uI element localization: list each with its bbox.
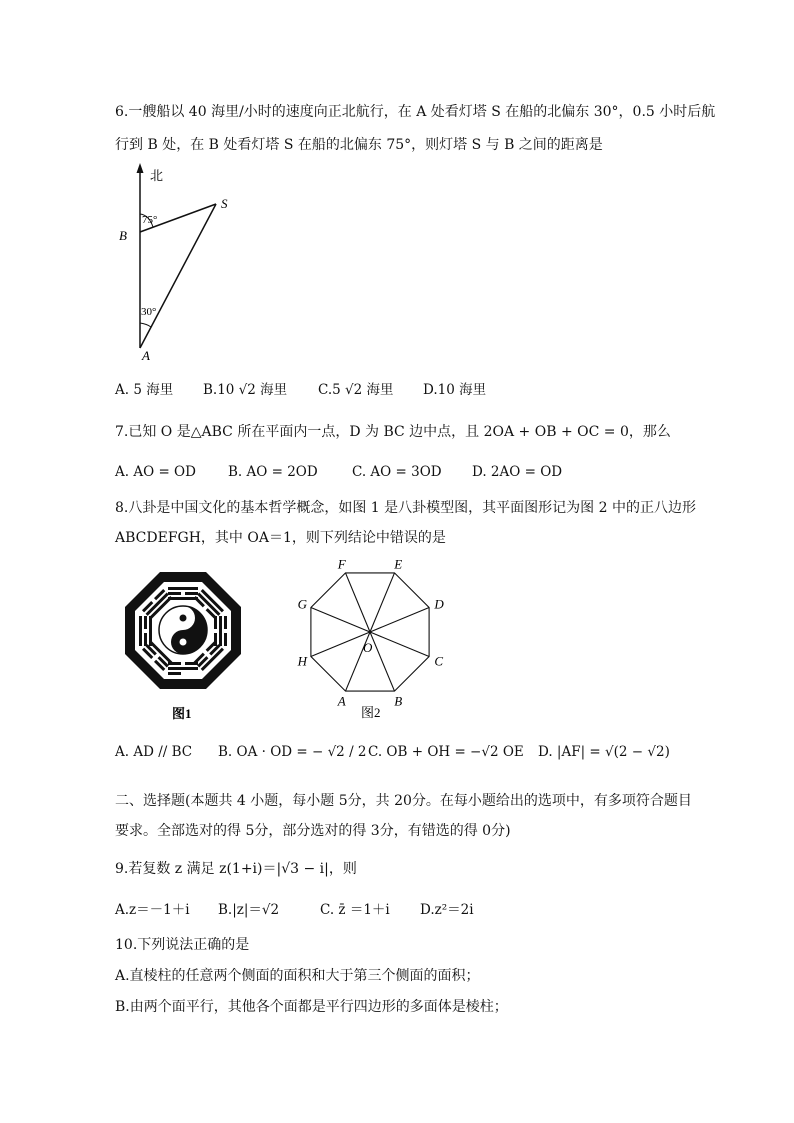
q9-option-a: A.z＝－1＋i xyxy=(115,902,190,918)
q10-option-a: A.直棱柱的任意两个侧面的面积和大于第三个侧面的面积； xyxy=(115,968,480,984)
octagon-vertex-d: D xyxy=(434,596,444,612)
q8-stem-line2: ABCDEFGH，其中 OA＝1，则下列结论中错误的是 xyxy=(115,530,446,546)
octagon-vertex-f: F xyxy=(337,556,346,572)
q7-option-b: B. AO = 2OD xyxy=(228,464,318,480)
q6-angle-30: 30° xyxy=(141,306,157,318)
q6-option-c: C.5 √2 海里 xyxy=(318,382,394,398)
section2-heading-line1: 二、选择题(本题共 4 小题，每小题 5分，共 20分。在每小题给出的选项中，有多项符合题目 xyxy=(115,793,692,809)
q7-option-d: D. 2AO = OD xyxy=(472,464,563,480)
q6-label-s: S xyxy=(221,196,228,211)
q7-option-c: C. AO = 3OD xyxy=(352,464,442,480)
q6-option-a: A. 5 海里 xyxy=(115,382,174,398)
q6-option-b: B.10 √2 海里 xyxy=(203,382,288,398)
fig1-caption: 图1 xyxy=(172,706,192,721)
q6-figure xyxy=(110,160,250,365)
q8-option-c: C. OB + OH = −√2 OE xyxy=(368,744,524,760)
q6-label-a: A xyxy=(142,348,150,363)
octagon-center-label: O xyxy=(363,640,373,655)
octagon-vertex-e: E xyxy=(394,556,403,572)
q10-stem: 10.下列说法正确的是 xyxy=(115,937,250,953)
q6-stem-line1: 6.一艘船以 40 海里/小时的速度向正北航行，在 A 处看灯塔 S 在船的北偏东 30°，0.5 小时后航 xyxy=(115,104,716,120)
q6-north-label: 北 xyxy=(150,168,164,183)
q8-option-b: B. OA · OD = − √2 / 2 xyxy=(218,744,367,760)
section2-heading-line2: 要求。全部选对的得 5分，部分选对的得 3分，有错选的得 0分) xyxy=(115,823,511,839)
q7-stem: 7.已知 O 是△ABC 所在平面内一点，D 为 BC 边中点，且 2OA + OB + OC = 0，那么 xyxy=(115,424,671,440)
q6-option-d: D.10 海里 xyxy=(423,382,487,398)
q8-stem-line1: 8.八卦是中国文化的基本哲学概念，如图 1 是八卦模型图，其平面图形记为图 2 中的正八边形 xyxy=(115,500,696,516)
q6-label-b: B xyxy=(119,228,127,243)
q9-option-d: D.z²＝2i xyxy=(420,902,474,918)
octagon-vertex-h: H xyxy=(297,653,307,669)
octagon-vertex-a: A xyxy=(337,693,346,709)
bagua-figure xyxy=(120,568,246,723)
fig2-caption: 图2 xyxy=(361,705,381,720)
q9-option-b: B.|z|＝√2 xyxy=(218,902,280,918)
octagon-figure xyxy=(285,556,455,726)
q6-angle-75: 75° xyxy=(142,214,158,226)
q7-option-a: A. AO = OD xyxy=(115,464,196,480)
octagon-vertex-b: B xyxy=(394,693,403,709)
q9-option-c: C. z̄ ＝1＋i xyxy=(320,902,390,918)
octagon-vertex-c: C xyxy=(434,653,444,669)
q9-stem: 9.若复数 z 满足 z(1+i)＝|√3 − i|，则 xyxy=(115,861,357,877)
q6-stem-line2: 行到 B 处，在 B 处看灯塔 S 在船的北偏东 75°，则灯塔 S 与 B 之间的距离是 xyxy=(115,137,603,153)
q8-option-d: D. |AF| = √(2 − √2) xyxy=(538,744,670,760)
q10-option-b: B.由两个面平行，其他各个面都是平行四边形的多面体是棱柱； xyxy=(115,999,508,1015)
q8-option-a: A. AD // BC xyxy=(115,744,193,760)
octagon-vertex-g: G xyxy=(297,596,307,612)
